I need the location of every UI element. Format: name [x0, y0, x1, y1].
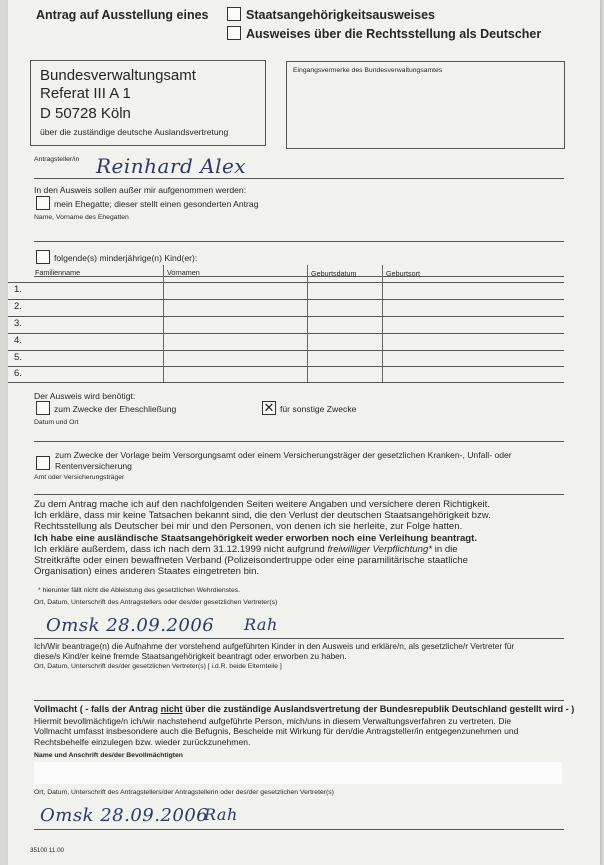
declaration-bold: Ich habe eine ausländische Staatsangehörigkeit weder erworben noch eine Verleihung beantragt.: [34, 532, 478, 544]
children-checkbox-label: folgende(s) minderjährige(n) Kind(er):: [54, 253, 198, 263]
other-purpose-label: für sonstige Zwecke: [280, 404, 357, 414]
children-table: [8, 265, 564, 383]
application-form: [8, 0, 600, 865]
spouse-name-label: Name, Vorname des Ehegatten: [34, 214, 129, 221]
pension-label-line1: zum Zwecke der Vorlage beim Versorgungsamt oder einem Versicherungsträger der gesetzlichen Kranken-, Unfall- oder: [55, 450, 512, 460]
proxy-signature-line: [34, 829, 564, 830]
checkbox-pension[interactable]: [36, 456, 50, 470]
proxy-signature: Omsk 28.09.2006: [40, 805, 209, 826]
agency-label: Amt oder Versicherungsträger: [34, 474, 125, 481]
applicant-name: Reinhard Alex: [96, 154, 247, 178]
checkbox-marriage[interactable]: [36, 401, 50, 415]
checkbox-children[interactable]: [36, 250, 50, 264]
purpose-intro: Der Ausweis wird benötigt:: [34, 391, 136, 401]
column-header-birth-place: Geburtsort: [386, 269, 420, 278]
redacted-proxy-address: [34, 762, 562, 784]
column-header-surname: Familienname: [35, 268, 81, 277]
marriage-label: zum Zwecke der Eheschließung: [54, 404, 177, 414]
receipt-label: Eingangsvermerke des Bundesverwaltungsamtes: [293, 67, 443, 74]
date-place-label: Datum und Ort: [34, 419, 79, 426]
table-row: 5.: [14, 352, 22, 363]
proxy-signature-label: Ort, Datum, Unterschrift des Antragstellers/der Antragstellerin oder des/der gesetzlichen Vertreter(s): [34, 789, 334, 796]
checkbox-german-status-certificate[interactable]: [227, 26, 241, 40]
agency-line: [34, 494, 564, 495]
table-row: 6.: [14, 368, 22, 379]
table-row: 3.: [14, 318, 22, 329]
parents-signature-line: [34, 700, 564, 701]
proxy-text: Hiermit bevollmächtige/n ich/wir nachstehend aufgeführte Person, mich/uns in diesem Verwaltungsverfahren zu vertreten. Die Vollmacht umfasst insbesondere auch die Befugnis, Bescheide mit Wirkung für den/die Antragsteller/in entgegenzunehmen und Rechtsbehelfe einzulegen bzw. wieder zurückzunehmen.: [34, 716, 519, 747]
applicant-signature-line: [34, 638, 564, 639]
checkbox-citizenship-certificate[interactable]: [227, 7, 241, 21]
applicant-signature-initials: Rah: [244, 615, 278, 634]
column-header-birth-date: Geburtsdatum: [311, 269, 357, 278]
applicant-signature: Omsk 28.09.2006: [46, 615, 215, 636]
declaration-text: Zu dem Antrag mache ich auf den nachfolgenden Seiten weitere Angaben und versichere deren Richtigkeit. Ich erkläre, dass mir keine Tatsachen bekannt sind, die den Verlust der deutschen Staatsangehörigkeit bzw. Rechtsstellung als Deutscher bei mir und den Personen, von denen ich sie herleite, zur Folge hatten. Ich habe eine ausländische Staatsangehörigkeit weder erworben noch eine Verleihung beantragt. Ich erkläre außerdem, dass ich nach dem 31.12.1999 nicht aufgrund freiwilliger Verpflichtung* in die Streitkräfte oder einen bewaffneten Verband (Polizeisondertruppe oder eine paramilitärische staatliche Organisation) eines anderen Staates eingetreten bin.: [34, 499, 564, 577]
table-row: 2.: [14, 301, 22, 312]
authority-department: Referat III A 1: [40, 85, 131, 102]
form-number: 35100 11.00: [30, 847, 64, 854]
parents-signature-label: Ort, Datum, Unterschrift des/der gesetzlichen Vertreter(s) [ i.d.R. beide Elternteile ]: [34, 663, 282, 670]
table-row: 1.: [14, 284, 22, 295]
receipt-box: [286, 61, 565, 149]
applicant-label: Antragsteller/in: [34, 156, 80, 163]
spouse-checkbox-label: mein Ehegatte; dieser stellt einen gesonderten Antrag: [54, 199, 259, 209]
authority-city: D 50728 Köln: [40, 105, 131, 122]
authority-via: über die zuständige deutsche Auslandsvertretung: [40, 127, 229, 137]
address-box: [30, 60, 266, 146]
date-place-line: [34, 441, 564, 442]
children-application-text: Ich/Wir beantrage(n) die Aufnahme der vorstehend aufgeführten Kinder in den Ausweis und erkläre/n, als gesetzliche/r Vertreter für diese/s Kind/er keine fremde Staatsangehörigkeit beantragt oder erworben zu haben.: [34, 641, 515, 661]
spouse-line: [34, 241, 564, 242]
applicant-line: [34, 178, 564, 179]
authority-name: Bundesverwaltungsamt: [40, 67, 196, 84]
table-row: 4.: [14, 335, 22, 346]
option-german-status-certificate: Ausweises über die Rechtsstellung als Deutscher: [246, 27, 542, 41]
checkbox-spouse[interactable]: [36, 196, 50, 210]
proxy-heading: Vollmacht ( - falls der Antrag nicht über die zuständige Auslandsvertretung der Bundesrepublik Deutschland gestellt wird - ): [34, 704, 575, 714]
applicant-signature-label: Ort, Datum, Unterschrift des Antragstellers oder des/der gesetzlichen Vertreter(s): [34, 599, 278, 606]
checkbox-other-purpose[interactable]: ✕: [263, 400, 275, 415]
column-header-given-names: Vornamen: [167, 268, 200, 277]
pension-label-line2: Rentenversicherung: [55, 461, 132, 471]
form-title: Antrag auf Ausstellung eines: [36, 8, 209, 22]
footnote: * hierunter fällt nicht die Ableistung des gesetzlichen Wehrdienstes.: [38, 587, 241, 594]
proxy-name-label: Name und Anschrift des/der Bevollmächtigten: [34, 752, 183, 759]
proxy-signature-initials: Rah: [204, 805, 238, 824]
option-citizenship-certificate: Staatsangehörigkeitsausweises: [246, 8, 435, 22]
spouse-intro: In den Ausweis sollen außer mir aufgenommen werden:: [34, 185, 247, 195]
